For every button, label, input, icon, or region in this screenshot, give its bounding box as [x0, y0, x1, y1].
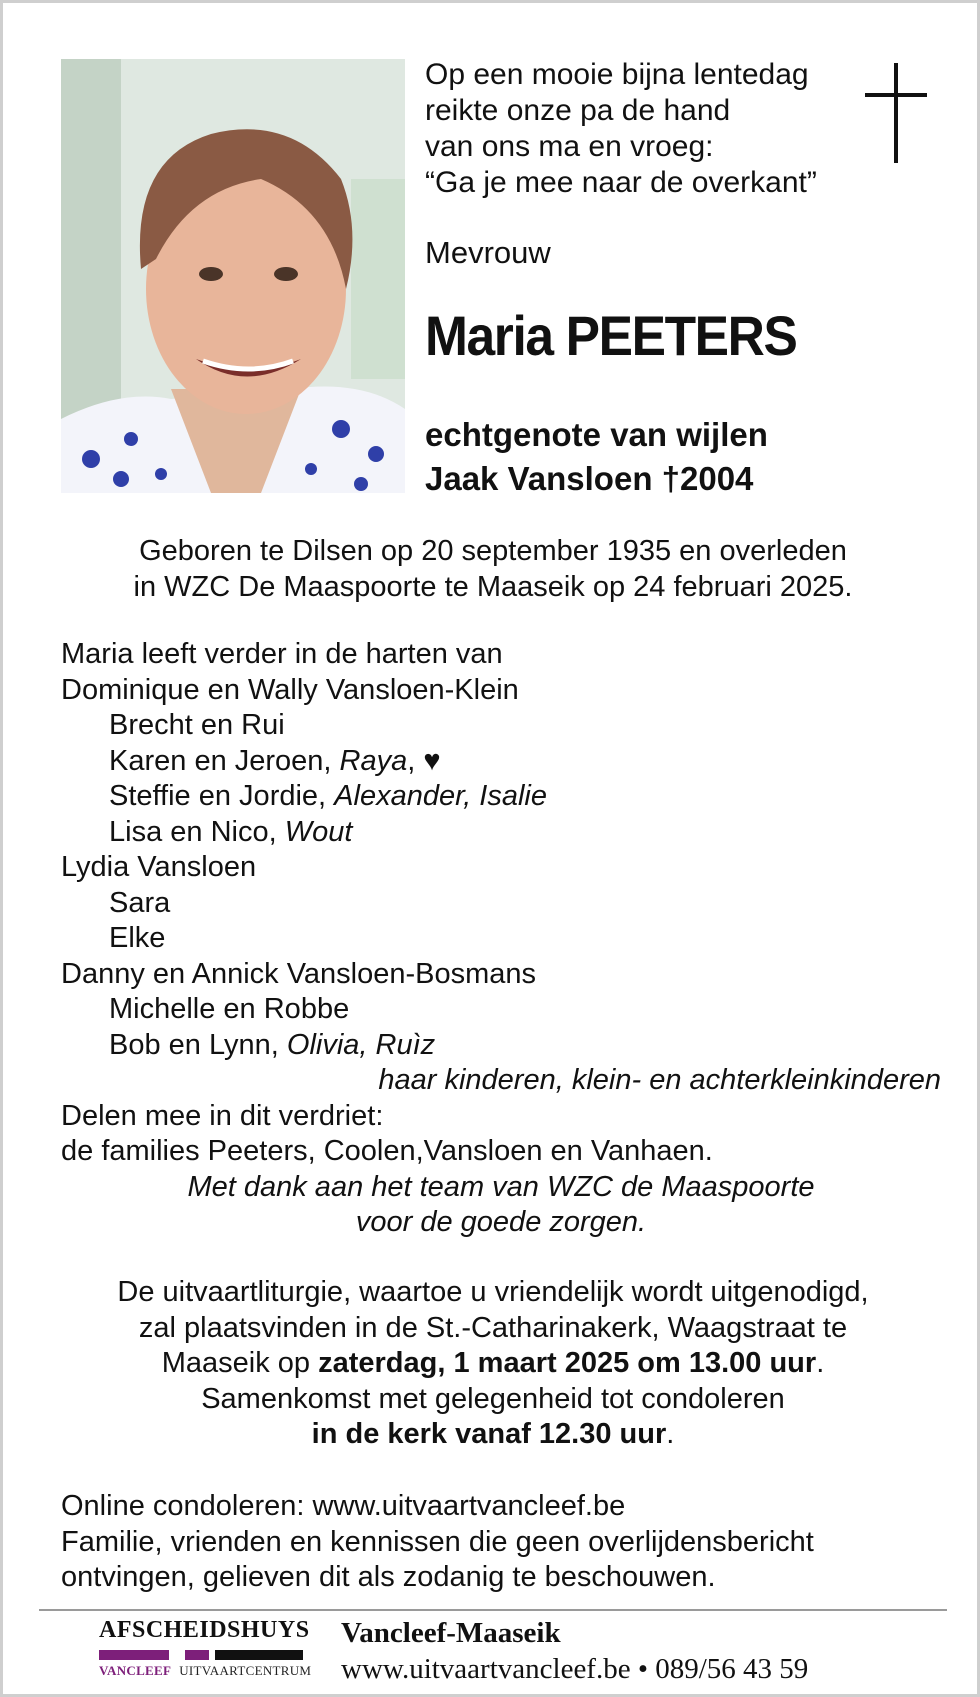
- spouse-line: Jaak Vansloen †2004: [425, 460, 754, 497]
- logo-bars: [99, 1650, 309, 1660]
- cross-icon: [865, 63, 927, 163]
- grandchild-names: Olivia, Ruìz: [286, 1028, 436, 1061]
- family-intro: Maria leeft verder in de harten van: [61, 638, 503, 670]
- family-member: [61, 744, 941, 780]
- verse-line: Op een mooie bijna lentedag: [425, 58, 809, 91]
- member-names: Lisa en Nico,: [109, 815, 285, 848]
- verse-line: reikte onze pa de hand: [425, 94, 731, 127]
- funeral-line: Samenkomst met gelegenheid tot condoleren: [201, 1382, 785, 1415]
- funeral-line: De uitvaartliturgie, waartoe u vriendelijk wordt uitgenodigd,: [117, 1276, 869, 1308]
- notice-line: Familie, vrienden en kennissen die geen overlijdensbericht: [61, 1525, 814, 1558]
- funeral-date: zaterdag, 1 maart 2025 om 13.00 uur: [318, 1347, 817, 1379]
- family-member: [61, 779, 941, 815]
- logo-sub-type: UITVAARTCENTRUM: [179, 1663, 312, 1678]
- logo-bar: [215, 1650, 303, 1660]
- family-member: Dominique en Wally Vansloen-Klein: [61, 673, 519, 706]
- grandchild-names: Wout: [284, 815, 353, 848]
- birth-death-line: Geboren te Dilsen op 20 september 1935 en overleden: [139, 535, 847, 567]
- member-names: Karen en Jeroen,: [109, 744, 340, 777]
- grandchild-names: Raya: [339, 744, 408, 777]
- notice-line: ontvingen, gelieven dit als zodanig te beschouwen.: [61, 1561, 716, 1593]
- deceased-name: Maria PEETERS: [425, 304, 797, 367]
- birth-death-info: [43, 533, 943, 605]
- heart-icon: , ♥: [407, 744, 441, 777]
- family-member: Michelle en Robbe: [109, 993, 350, 1025]
- verse-line: van ons ma en vroeg:: [425, 130, 714, 163]
- share-grief-line: Delen mee in dit verdriet:: [61, 1099, 384, 1132]
- family-member: [61, 815, 941, 851]
- thanks-line: voor de goede zorgen.: [355, 1206, 647, 1238]
- family-relation: haar kinderen, klein- en achterkleinkinderen: [378, 1064, 941, 1096]
- funeral-info: [43, 1275, 943, 1453]
- verse-line: “Ga je mee naar de overkant”: [425, 166, 817, 199]
- family-member: [61, 1028, 941, 1064]
- spouse-line: echtgenote van wijlen: [425, 416, 768, 453]
- funeral-text: Maaseik op: [161, 1347, 319, 1379]
- family-member: Elke: [109, 922, 166, 954]
- logo-subtitle: [99, 1663, 312, 1679]
- verse: [425, 57, 845, 201]
- portrait-illustration: [61, 59, 405, 493]
- member-names: Bob en Lynn,: [109, 1028, 287, 1061]
- funeral-home-logo: [99, 1617, 312, 1683]
- logo-bar: [99, 1650, 169, 1660]
- spouse-info: [425, 413, 768, 501]
- grandchild-names: Alexander, Isalie: [334, 780, 547, 812]
- online-condolence-link[interactable]: Online condoleren: www.uitvaartvancleef.be: [61, 1490, 626, 1522]
- honorific: Mevrouw: [425, 235, 551, 270]
- funeral-line: zal plaatsvinden in de St.-Catharinakerk, Waagstraat te: [138, 1311, 848, 1344]
- logo-bar: [185, 1650, 209, 1660]
- family-member: Danny en Annick Vansloen-Bosmans: [61, 957, 537, 990]
- logo-sub-brand: VANCLEEF: [99, 1663, 172, 1678]
- undertaker-info: [341, 1615, 808, 1687]
- logo-bar: [169, 1650, 185, 1660]
- condolence-time: in de kerk vanaf 12.30 uur: [311, 1418, 667, 1450]
- family-member: Brecht en Rui: [109, 709, 285, 741]
- funeral-line: [43, 1417, 943, 1453]
- funeral-text: .: [816, 1347, 825, 1379]
- family-member: Sara: [109, 886, 171, 919]
- funeral-text: .: [666, 1418, 675, 1450]
- undertaker-name: Vancleef-Maaseik: [341, 1617, 561, 1649]
- portrait-photo: [61, 59, 405, 493]
- footer-divider: [39, 1609, 947, 1611]
- member-names: Steffie en Jordie,: [109, 780, 335, 812]
- logo-title: AFSCHEIDSHUYS: [99, 1617, 310, 1643]
- undertaker-contact[interactable]: www.uitvaartvancleef.be • 089/56 43 59: [341, 1653, 809, 1685]
- online-condolence: [61, 1489, 941, 1596]
- birth-death-line: in WZC De Maaspoorte te Maaseik op 24 februari 2025.: [133, 571, 853, 603]
- share-grief-families: de families Peeters, Coolen,Vansloen en Vanhaen.: [61, 1135, 713, 1167]
- thanks-line: Met dank aan het team van WZC de Maaspoorte: [187, 1170, 815, 1203]
- funeral-line: [43, 1346, 943, 1382]
- family-member: Lydia Vansloen: [61, 851, 257, 883]
- family-list: [61, 637, 941, 1241]
